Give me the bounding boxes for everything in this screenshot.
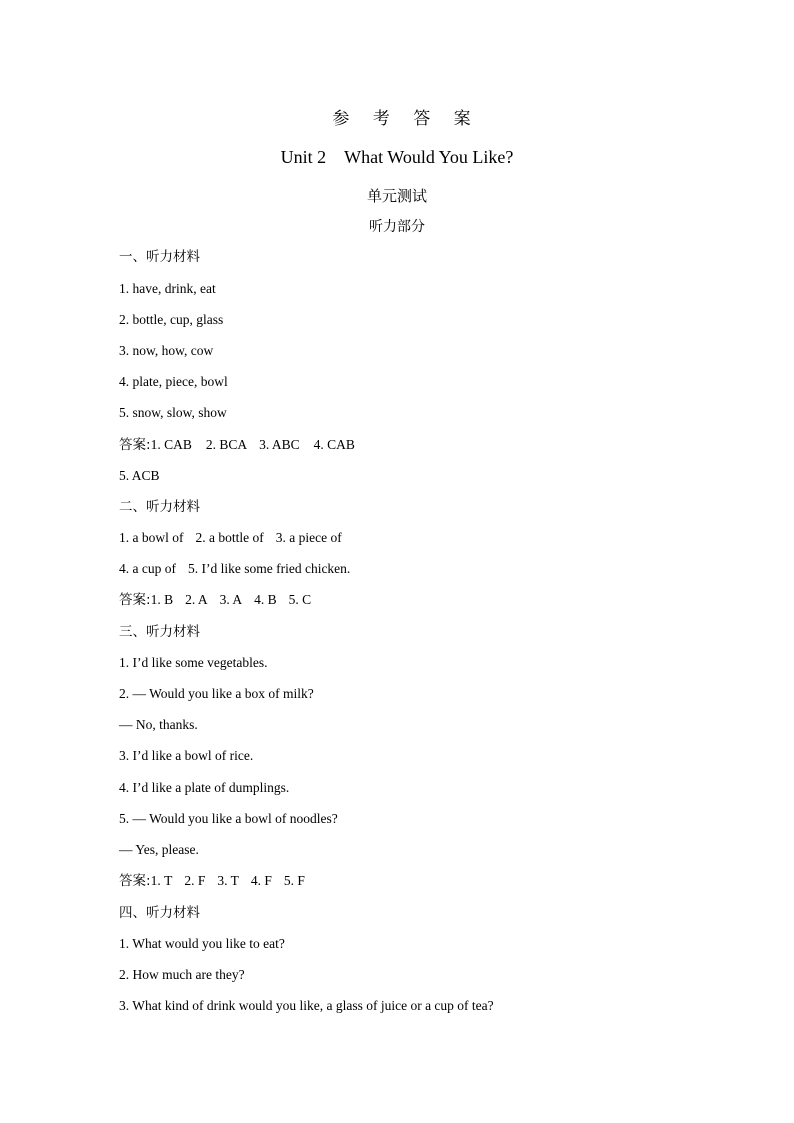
s2-item-5: 5. I’d like some fried chicken.	[187, 561, 351, 576]
s3-answer-5: 5. F	[283, 873, 305, 888]
section-4-heading: 四、听力材料	[119, 905, 200, 921]
section-title-listening: 听力部分	[369, 219, 425, 235]
s1-item-2: 2. bottle, cup, glass	[119, 312, 224, 327]
s2-answer-5: 5. C	[288, 592, 312, 607]
section-title-unit-test: 单元测试	[366, 187, 427, 205]
s2-answer-3: 3. A	[219, 592, 243, 607]
s3-item-2-reply: — No, thanks.	[119, 717, 198, 732]
unit-name: What Would You Like?	[344, 147, 514, 167]
answer-prefix: 答案:	[119, 437, 151, 453]
s4-item-3: 3. What kind of drink would you like, a glass of juice or a cup of tea?	[119, 998, 494, 1013]
s4-item-2: 2. How much are they?	[119, 967, 245, 982]
s1-item-5: 5. snow, slow, show	[119, 405, 227, 420]
section-1-heading: 一、听力材料	[119, 249, 200, 265]
s1-answers-line-1	[119, 437, 355, 453]
section-2-heading: 二、听力材料	[119, 499, 200, 515]
s1-item-3: 3. now, how, cow	[119, 343, 214, 358]
s2-item-4: 4. a cup of	[119, 561, 176, 576]
s1-item-1: 1. have, drink, eat	[119, 281, 216, 296]
s2-answers	[119, 592, 311, 608]
s2-item-2: 2. a bottle of	[195, 530, 264, 545]
unit-heading	[0, 147, 794, 168]
page-title: 参 考 答 案	[332, 109, 480, 129]
s2-answer-1: 1. B	[150, 592, 174, 607]
s2-line-1	[119, 530, 342, 546]
section-3-heading: 三、听力材料	[119, 624, 200, 640]
s3-answer-2: 2. F	[184, 873, 206, 888]
s4-item-1: 1. What would you like to eat?	[119, 936, 285, 951]
s1-answers-line-2: 5. ACB	[119, 468, 160, 483]
unit-label: Unit 2	[280, 147, 327, 167]
s3-item-3: 3. I’d like a bowl of rice.	[119, 748, 254, 763]
s3-answer-1: 1. T	[150, 873, 173, 888]
s1-answer-1: 1. CAB	[150, 437, 192, 452]
s3-answers	[119, 873, 305, 889]
s3-answer-4: 4. F	[250, 873, 272, 888]
s1-answer-3: 3. ABC	[259, 437, 300, 452]
s3-item-2: 2. — Would you like a box of milk?	[119, 686, 314, 701]
s3-item-5-reply: — Yes, please.	[119, 842, 199, 857]
s2-answer-2: 2. A	[185, 592, 208, 607]
s2-item-1: 1. a bowl of	[119, 530, 184, 545]
s3-answer-3: 3. T	[217, 873, 239, 888]
s1-item-4: 4. plate, piece, bowl	[119, 374, 228, 389]
answer-prefix: 答案:	[119, 873, 151, 889]
s1-answer-2: 2. BCA	[205, 437, 248, 452]
s2-line-2	[119, 561, 350, 577]
s2-answer-4: 4. B	[254, 592, 277, 607]
answer-prefix: 答案:	[119, 592, 151, 608]
s3-item-5: 5. — Would you like a bowl of noodles?	[119, 811, 338, 826]
s3-item-1: 1. I’d like some vegetables.	[119, 655, 268, 670]
s1-answer-4: 4. CAB	[313, 437, 355, 452]
s2-item-3: 3. a piece of	[275, 530, 342, 545]
s3-item-4: 4. I’d like a plate of dumplings.	[119, 780, 290, 795]
